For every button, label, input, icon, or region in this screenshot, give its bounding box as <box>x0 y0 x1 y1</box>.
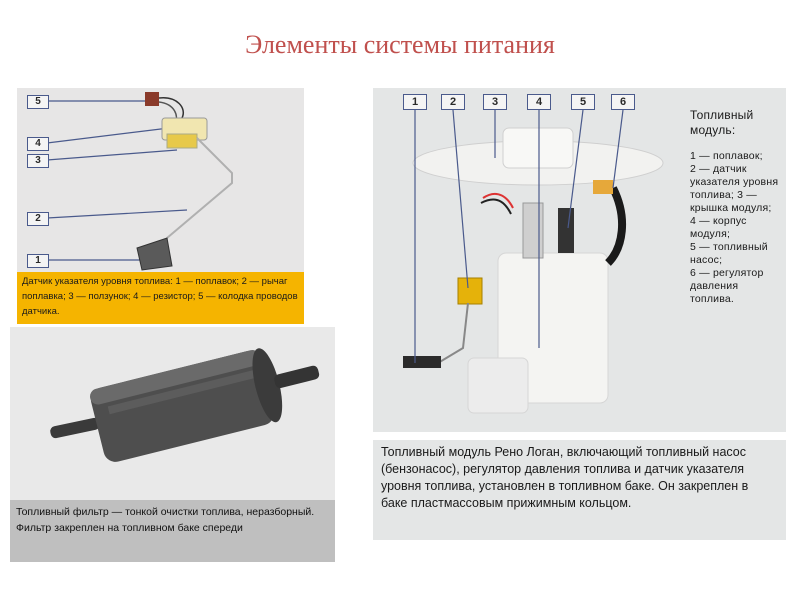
legend-heading: Топливный модуль: <box>690 108 754 137</box>
module-legend <box>682 88 786 432</box>
module-callout-4: 4 <box>527 94 551 110</box>
module-description: Топливный модуль Рено Логан, включающий топливный насос (бензонасос), регулятор давления топлива и датчик указателя уровня топлива, установлен в топливном баке. Он закреплен в баке пластмассовым прижимным кольцом. <box>373 440 786 540</box>
fuel-filter-illustration <box>10 327 335 500</box>
filter-caption: Топливный фильтр — тонкой очистки топлива, неразборный. Фильтр закреплен на топливном баке спереди <box>10 500 335 562</box>
fuel-module-panel <box>373 88 682 432</box>
module-callout-6: 6 <box>611 94 635 110</box>
module-callout-2: 2 <box>441 94 465 110</box>
page-title: Элементы системы питания <box>245 30 555 59</box>
legend-item: 5 — топливный насос; <box>690 241 768 266</box>
module-callout-3: 3 <box>483 94 507 110</box>
module-callout-5: 5 <box>571 94 595 110</box>
sensor-callout-4: 4 <box>27 137 49 151</box>
fuel-module-illustration <box>373 88 682 432</box>
sensor-callout-1: 1 <box>27 254 49 268</box>
sensor-callout-2: 2 <box>27 212 49 226</box>
legend-item: 4 — корпус модуля; <box>690 215 747 240</box>
legend-item: 2 — датчик указателя уровня топлива; 3 — крышка модуля; <box>690 163 779 214</box>
sensor-caption: Датчик указателя уровня топлива: 1 — поплавок; 2 — рычаг поплавка; 3 — ползунок; 4 — резистор; 5 — колодка проводов датчика. <box>17 272 304 324</box>
legend-item: 1 — поплавок; <box>690 150 763 162</box>
legend-item: 6 — регулятор давления топлива. <box>690 267 764 305</box>
module-callout-1: 1 <box>403 94 427 110</box>
sensor-callout-3: 3 <box>27 154 49 168</box>
sensor-callout-5: 5 <box>27 95 49 109</box>
